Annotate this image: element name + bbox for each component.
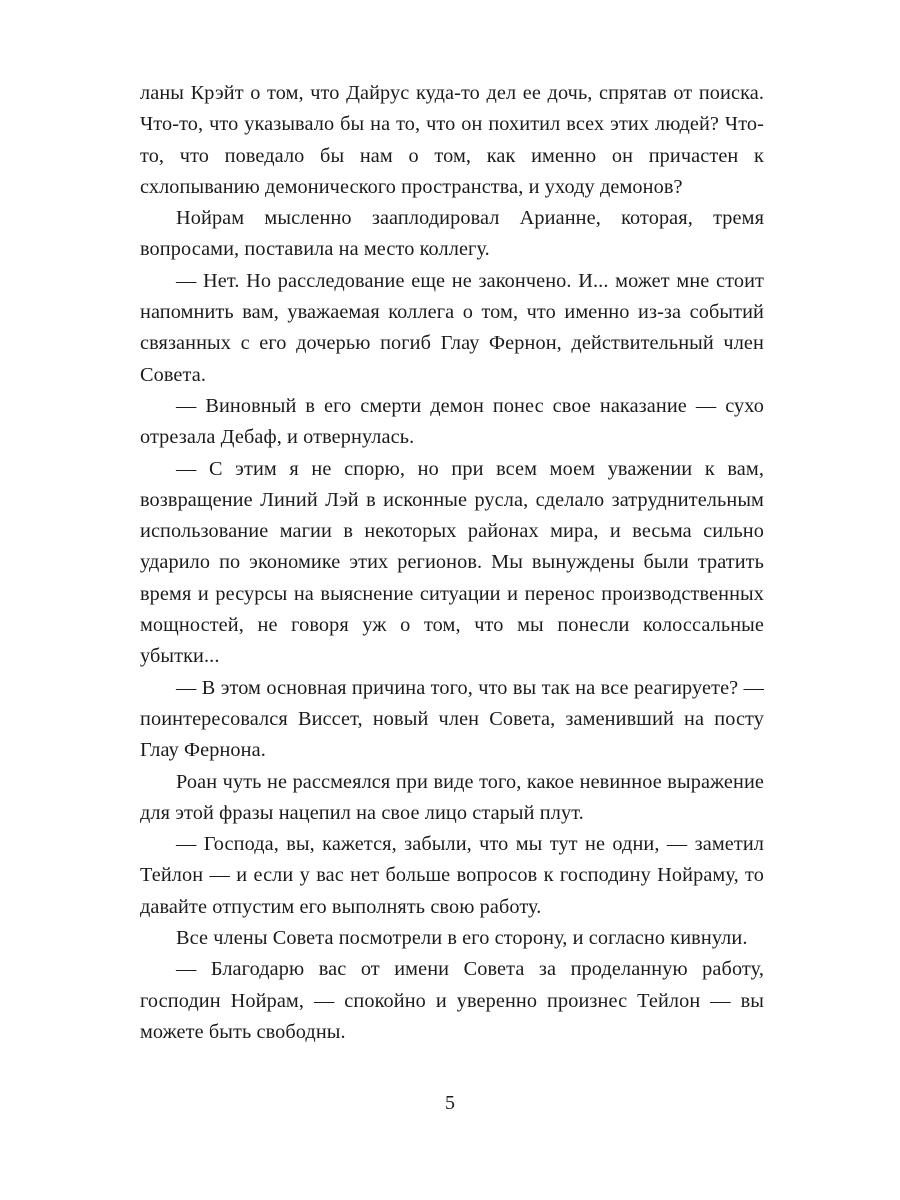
page-number: 5 [445,1092,455,1114]
paragraph: ланы Крэйт о том, что Дайрус куда-то дел ее дочь, спрятав от поиска. Что-то, что указывало бы на то, что он похитил всех этих людей? Что-то, что поведало бы нам о том, как именно он причастен к схлопыванию демонического пространства, и уходу демонов? [140,82,764,198]
paragraph: — Господа, вы, кажется, забыли, что мы тут не одни, — заметил Тейлон — и если у вас нет больше вопросов к господину Нойраму, то давайте отпустим его выполнять свою работу. [140,833,764,918]
paragraph: — Виновный в его смерти демон понес свое наказание — сухо отрезала Дебаф, и отвернулась. [140,394,764,449]
paragraph: — Нет. Но расследование еще не закончено. И... может мне стоит напомнить вам, уважаемая коллега о том, что именно из-за событий связанных с его дочерью погиб Глау Фернон, действительный член Совета. [140,269,764,386]
page-text-block [140,78,764,1048]
paragraph: Все члены Совета посмотрели в его сторону, и согласно кивнули. [176,927,748,950]
paragraph: — Благодарю вас от имени Совета за проделанную работу, господин Нойрам, — спокойно и уверенно произнес Тейлон — вы можете быть свободны. [140,958,764,1043]
paragraph: Нойрам мысленно зааплодировал Арианне, которая, тремя вопросами, поставила на место коллегу. [140,207,764,261]
paragraph: — С этим я не спорю, но при всем моем уважении к вам, возвращение Линий Лэй в исконные русла, сделало затруднительным использование магии в некоторых районах мира, и весьма сильно ударило по экономике этих регионов. Мы вынуждены были тратить время и ресурсы на выяснение ситуации и перенос производственных мощностей, не говоря уж о том, что мы понесли колоссальные убытки... [140,457,764,668]
paragraph: Роан чуть не рассмеялся при виде того, какое невинное выражение для этой фразы нацепил на свое лицо старый плут. [140,770,764,824]
paragraph: — В этом основная причина того, что вы так на все реагируете? — поинтересовался Виссет, новый член Совета, заменивший на посту Глау Фернона. [140,676,764,762]
